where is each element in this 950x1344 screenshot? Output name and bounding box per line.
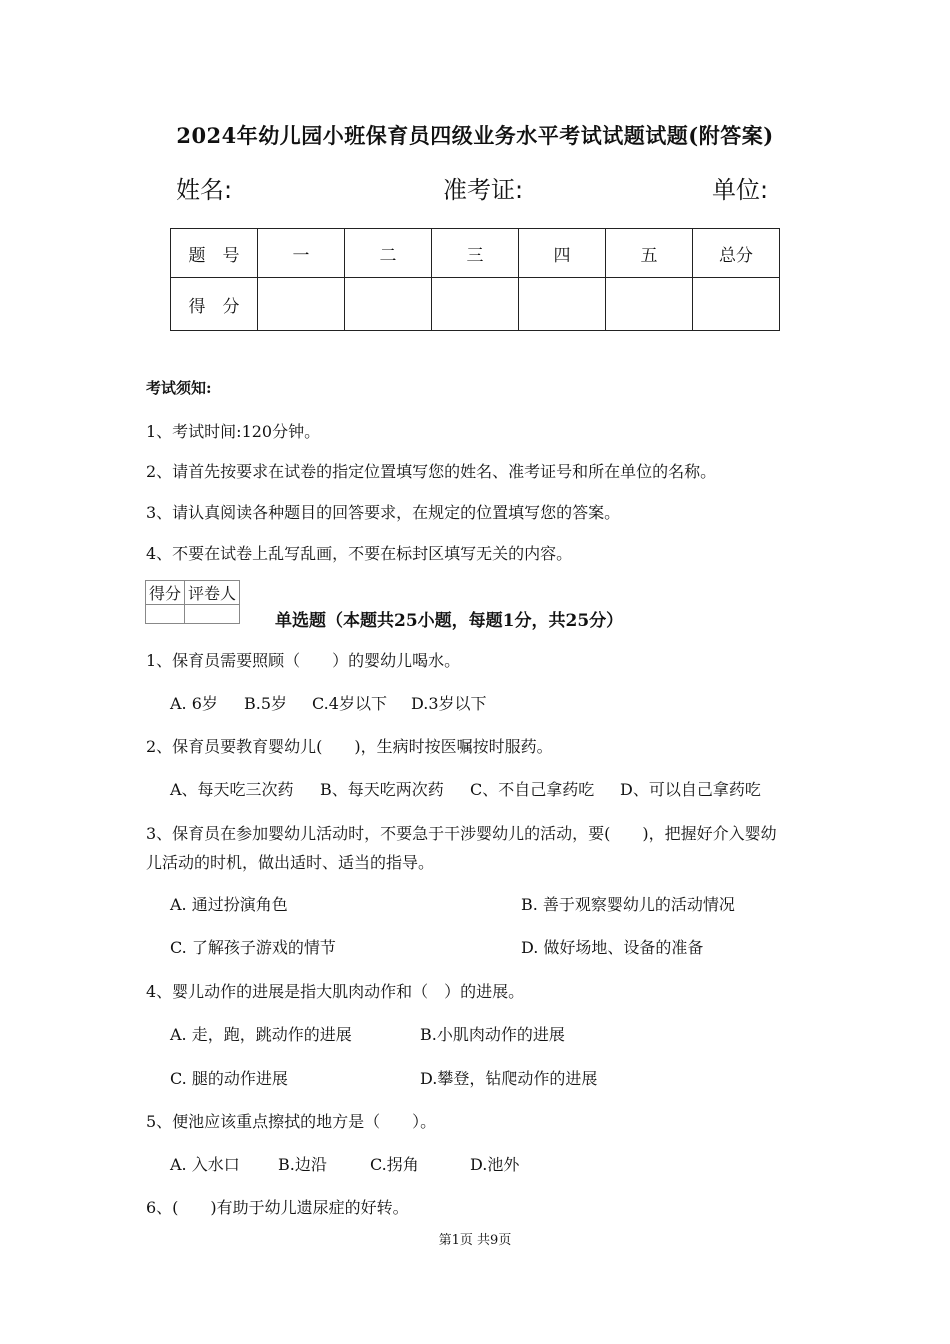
- question-2-option-c: C、不自己拿药吃: [470, 780, 595, 799]
- score-table-header-cell: 三: [432, 229, 519, 278]
- question-1-option-b: B.5岁: [244, 694, 288, 713]
- question-3-stem: 3、保育员在参加婴幼儿活动时，不要急于干涉婴幼儿的活动，要( )，把握好介入婴幼: [146, 824, 777, 843]
- score-table-score-row: [171, 278, 780, 331]
- page-footer: 第1页 共9页: [438, 1233, 512, 1248]
- notice-item: 4、不要在试卷上乱写乱画，不要在标封区填写无关的内容。: [146, 544, 573, 563]
- question-5-option-a: A. 入水口: [170, 1155, 240, 1174]
- question-4-option-d: D.攀登，钻爬动作的进展: [420, 1069, 598, 1088]
- notice-heading: 考试须知:: [146, 379, 212, 397]
- grader-box: [145, 580, 240, 624]
- question-2-stem: 2、保育员要教育婴幼儿( )，生病时按医嘱按时服药。: [146, 737, 553, 756]
- notice-item: 2、请首先按要求在试卷的指定位置填写您的姓名、准考证号和所在单位的名称。: [146, 462, 717, 481]
- grader-reviewer-label: 评卷人: [185, 581, 240, 605]
- question-1-option-c: C.4岁以下: [312, 694, 387, 713]
- exam-id-field-label: 准考证:: [443, 176, 524, 204]
- score-cell[interactable]: [606, 278, 693, 331]
- question-3-option-b: B. 善于观察婴幼儿的活动情况: [521, 895, 735, 914]
- question-3-stem-continued: 儿活动的时机，做出适时、适当的指导。: [146, 853, 435, 872]
- question-4-option-c: C. 腿的动作进展: [170, 1069, 288, 1088]
- notice-item: 1、考试时间:120分钟。: [146, 422, 321, 441]
- name-field-label: 姓名:: [176, 176, 233, 204]
- score-cell[interactable]: [258, 278, 345, 331]
- score-table-header-cell: 题 号: [171, 229, 258, 278]
- question-4-option-b: B.小肌肉动作的进展: [420, 1025, 565, 1044]
- question-3-option-d: D. 做好场地、设备的准备: [521, 938, 704, 957]
- question-4-stem: 4、婴儿动作的进展是指大肌肉动作和（ ）的进展。: [146, 982, 525, 1001]
- question-2-option-d: D、可以自己拿药吃: [620, 780, 761, 799]
- score-table-header-cell: 二: [345, 229, 432, 278]
- score-row-label: 得 分: [171, 278, 258, 331]
- score-cell[interactable]: [432, 278, 519, 331]
- notice-item: 3、请认真阅读各种题目的回答要求，在规定的位置填写您的答案。: [146, 503, 621, 522]
- question-3-option-c: C. 了解孩子游戏的情节: [170, 938, 336, 957]
- grader-score-cell[interactable]: [146, 605, 185, 624]
- question-5-option-b: B.边沿: [278, 1155, 327, 1174]
- question-6-stem: 6、( )有助于幼儿遗尿症的好转。: [146, 1198, 409, 1217]
- question-4-option-a: A. 走，跑，跳动作的进展: [170, 1025, 352, 1044]
- question-2-option-a: A、每天吃三次药: [170, 780, 294, 799]
- question-5-option-c: C.拐角: [370, 1155, 419, 1174]
- exam-title: 2024年幼儿园小班保育员四级业务水平考试试题试题(附答案): [176, 123, 774, 148]
- score-table-header-row: [171, 229, 780, 278]
- grader-reviewer-cell[interactable]: [185, 605, 240, 624]
- question-3-option-a: A. 通过扮演角色: [170, 895, 288, 914]
- question-5-stem: 5、便池应该重点擦拭的地方是（ ）。: [146, 1112, 437, 1131]
- grader-score-label: 得分: [146, 581, 185, 605]
- unit-field-label: 单位:: [712, 176, 769, 204]
- question-1-option-a: A. 6岁: [170, 694, 218, 713]
- score-table-header-cell: 一: [258, 229, 345, 278]
- score-table-header-cell: 总分: [693, 229, 780, 278]
- score-cell[interactable]: [519, 278, 606, 331]
- question-1-option-d: D.3岁以下: [411, 694, 487, 713]
- question-5-option-d: D.池外: [470, 1155, 520, 1174]
- question-2-option-b: B、每天吃两次药: [320, 780, 444, 799]
- score-cell[interactable]: [693, 278, 780, 331]
- score-cell[interactable]: [345, 278, 432, 331]
- score-table-header-cell: 五: [606, 229, 693, 278]
- score-table-header-cell: 四: [519, 229, 606, 278]
- question-1-stem: 1、保育员需要照顾（ ）的婴幼儿喝水。: [146, 651, 461, 670]
- section-title: 单选题（本题共25小题，每题1分，共25分）: [275, 611, 624, 631]
- score-table: [170, 228, 780, 331]
